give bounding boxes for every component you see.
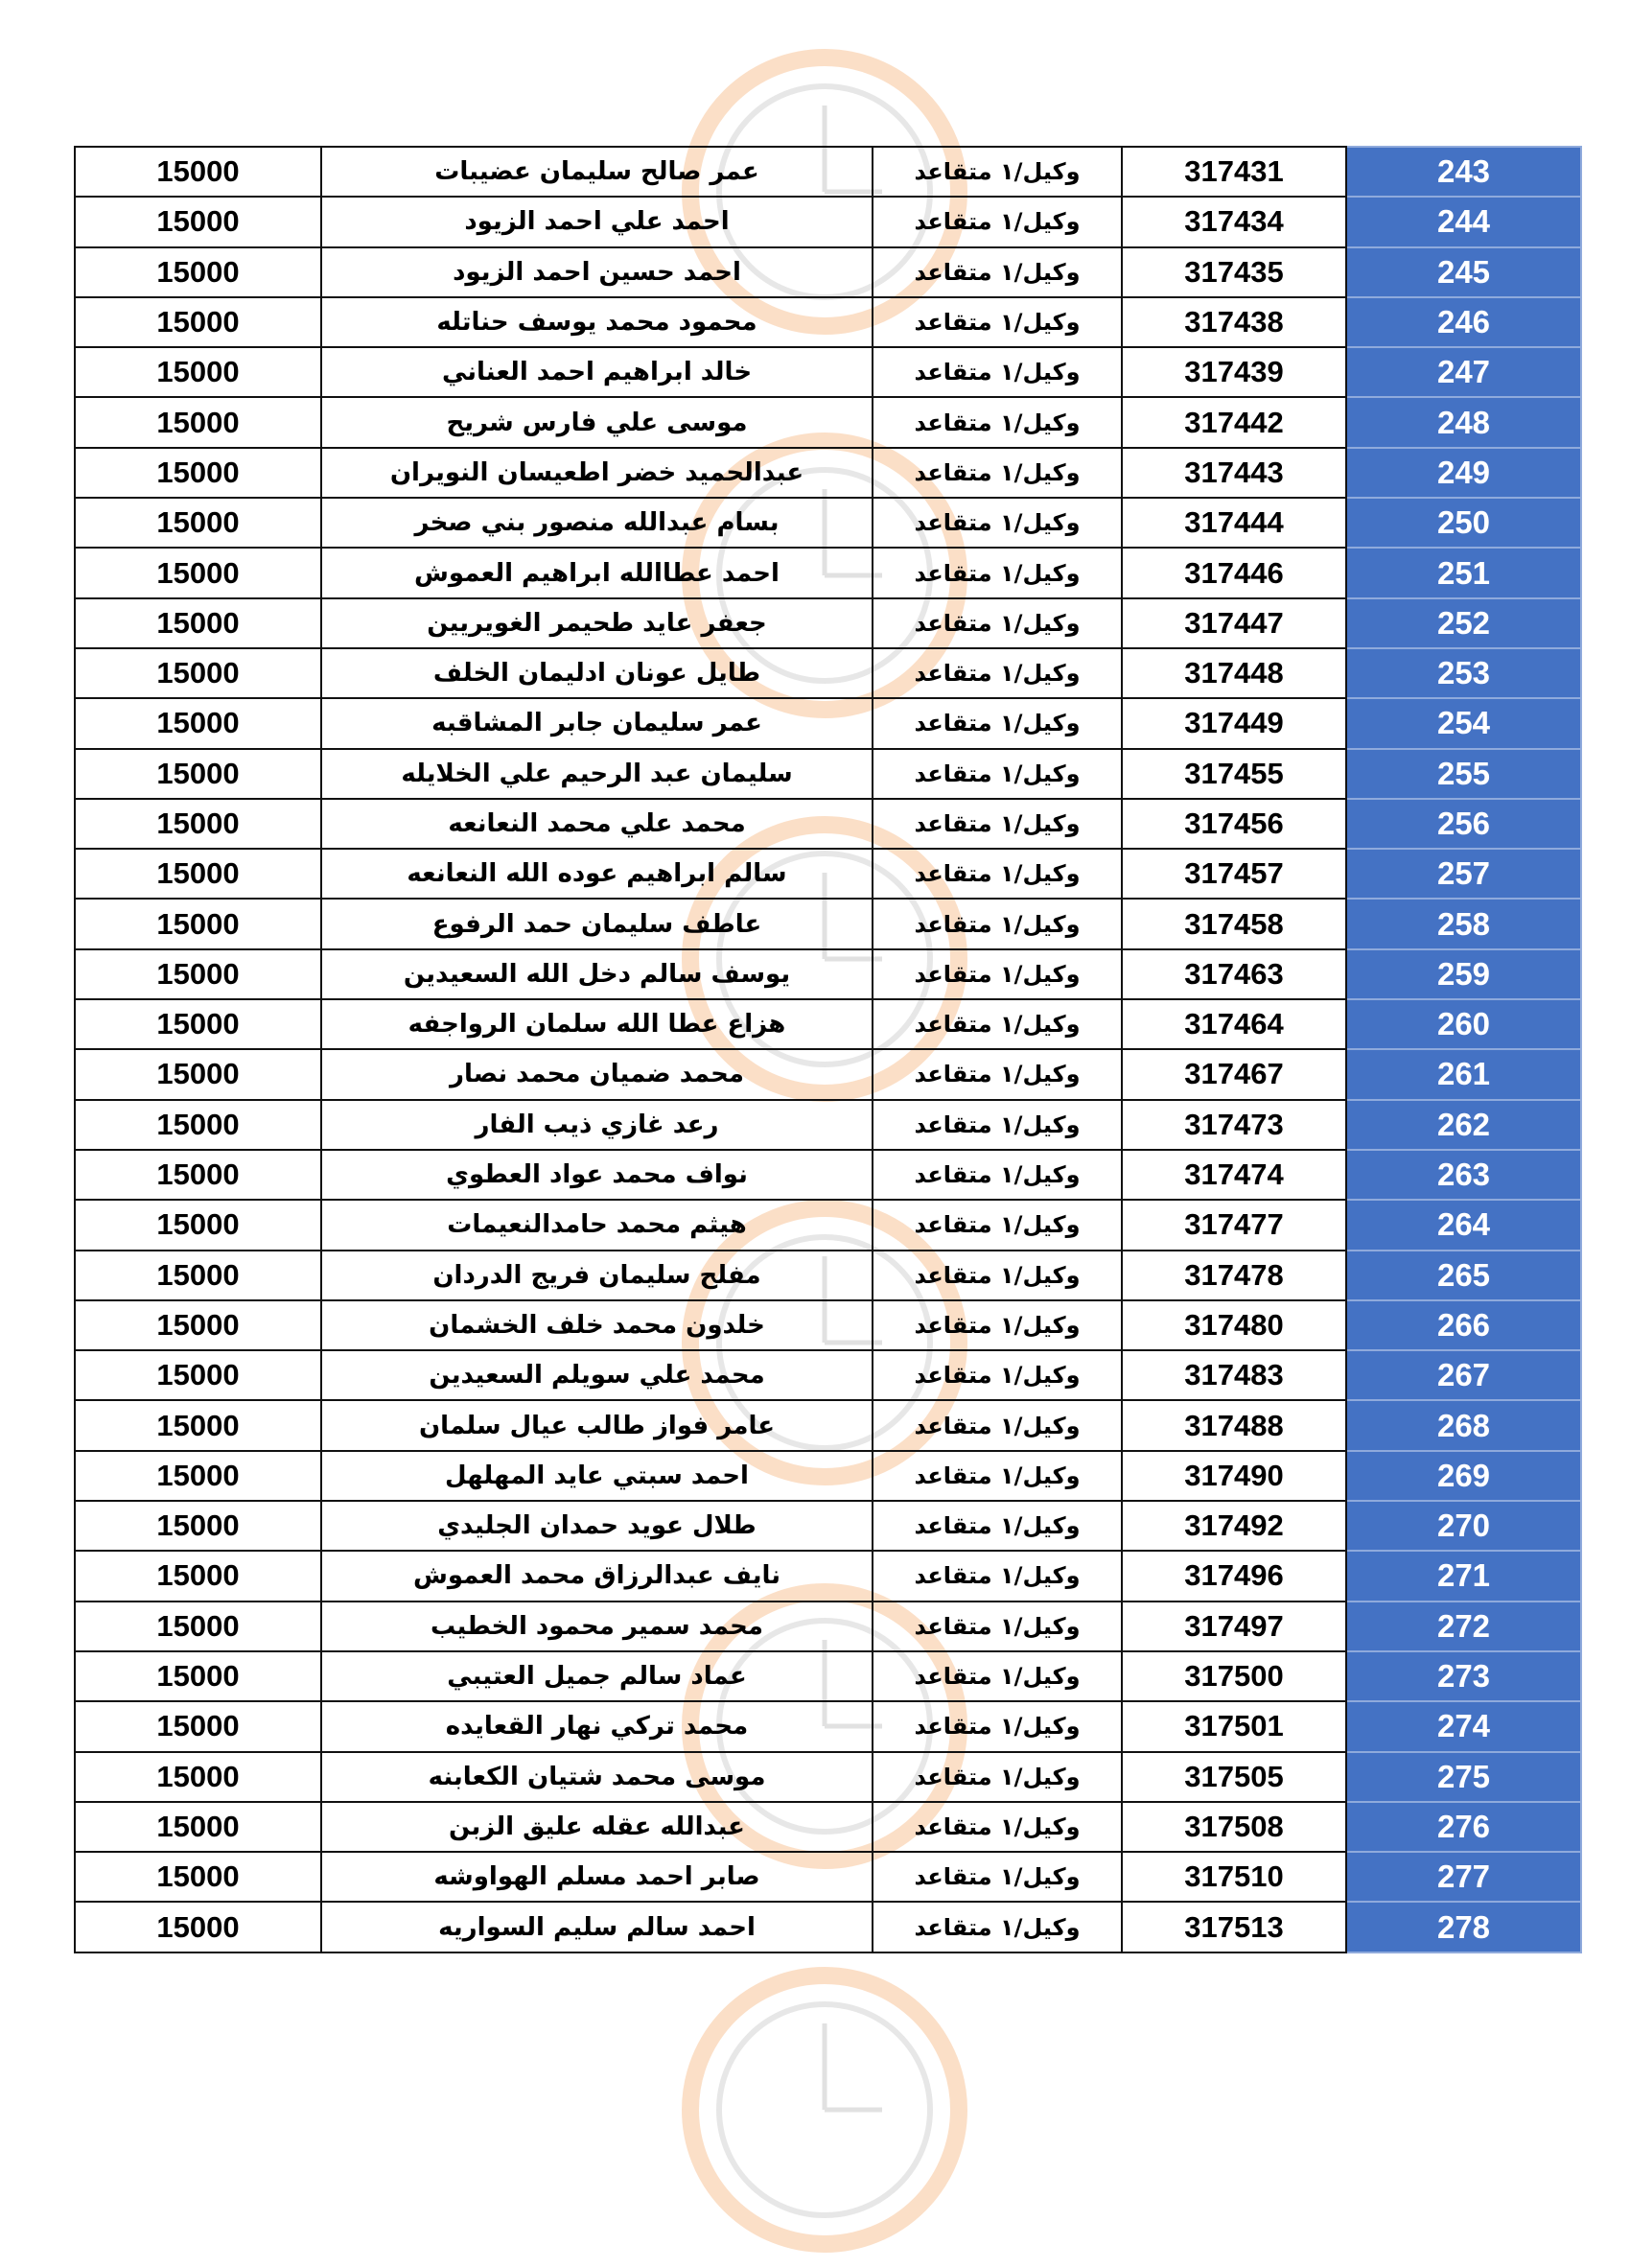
amount-cell: 15000 [75, 247, 321, 297]
id-cell: 317431 [1122, 147, 1346, 197]
table-row [75, 1300, 1581, 1350]
row-number-cell: 269 [1346, 1451, 1581, 1501]
row-number-cell: 273 [1346, 1651, 1581, 1701]
rank-cell: وكيل/١ متقاعد [873, 247, 1122, 297]
table-row [75, 749, 1581, 799]
table-row [75, 1501, 1581, 1551]
name-cell: نايف عبدالرزاق محمد العموش [321, 1551, 873, 1601]
table-row [75, 1049, 1581, 1099]
name-cell: احمد حسين احمد الزيود [321, 247, 873, 297]
amount-cell: 15000 [75, 849, 321, 899]
row-number-cell: 251 [1346, 548, 1581, 597]
rank-cell: وكيل/١ متقاعد [873, 1150, 1122, 1200]
table-row [75, 1551, 1581, 1601]
amount-cell: 15000 [75, 1200, 321, 1250]
amount-cell: 15000 [75, 1551, 321, 1601]
amount-cell: 15000 [75, 648, 321, 698]
table-row [75, 197, 1581, 246]
rank-cell: وكيل/١ متقاعد [873, 548, 1122, 597]
table-row [75, 1602, 1581, 1651]
name-cell: احمد عطاالله ابراهيم العموش [321, 548, 873, 597]
row-number-cell: 247 [1346, 347, 1581, 397]
name-cell: عماد سالم جميل العتيبي [321, 1651, 873, 1701]
id-cell: 317439 [1122, 347, 1346, 397]
rank-cell: وكيل/١ متقاعد [873, 397, 1122, 447]
id-cell: 317458 [1122, 899, 1346, 948]
rank-cell: وكيل/١ متقاعد [873, 197, 1122, 246]
table-row [75, 397, 1581, 447]
rank-cell: وكيل/١ متقاعد [873, 1049, 1122, 1099]
amount-cell: 15000 [75, 698, 321, 748]
id-cell: 317513 [1122, 1902, 1346, 1952]
rank-cell: وكيل/١ متقاعد [873, 1551, 1122, 1601]
rank-cell: وكيل/١ متقاعد [873, 648, 1122, 698]
rank-cell: وكيل/١ متقاعد [873, 1902, 1122, 1952]
rank-cell: وكيل/١ متقاعد [873, 799, 1122, 849]
table-row [75, 247, 1581, 297]
amount-cell: 15000 [75, 1752, 321, 1802]
table-row [75, 498, 1581, 548]
table-row [75, 448, 1581, 498]
row-number-cell: 258 [1346, 899, 1581, 948]
rank-cell: وكيل/١ متقاعد [873, 498, 1122, 548]
table-row [75, 1902, 1581, 1952]
amount-cell: 15000 [75, 1400, 321, 1450]
rank-cell: وكيل/١ متقاعد [873, 899, 1122, 948]
amount-cell: 15000 [75, 1100, 321, 1150]
name-cell: خالد ابراهيم احمد العناني [321, 347, 873, 397]
rank-cell: وكيل/١ متقاعد [873, 297, 1122, 347]
rank-cell: وكيل/١ متقاعد [873, 1752, 1122, 1802]
rank-cell: وكيل/١ متقاعد [873, 1451, 1122, 1501]
id-cell: 317505 [1122, 1752, 1346, 1802]
amount-cell: 15000 [75, 1049, 321, 1099]
id-cell: 317492 [1122, 1501, 1346, 1551]
amount-cell: 15000 [75, 1651, 321, 1701]
name-cell: هيثم محمد حامدالنعيمات [321, 1200, 873, 1250]
id-cell: 317434 [1122, 197, 1346, 246]
row-number-cell: 274 [1346, 1701, 1581, 1751]
name-cell: يوسف سالم دخل الله السعيدين [321, 949, 873, 999]
table-row [75, 1251, 1581, 1300]
rank-cell: وكيل/١ متقاعد [873, 1100, 1122, 1150]
table-row [75, 1451, 1581, 1501]
amount-cell: 15000 [75, 749, 321, 799]
amount-cell: 15000 [75, 598, 321, 648]
id-cell: 317464 [1122, 999, 1346, 1049]
row-number-cell: 249 [1346, 448, 1581, 498]
amount-cell: 15000 [75, 197, 321, 246]
table-row [75, 1200, 1581, 1250]
table-row [75, 899, 1581, 948]
row-number-cell: 276 [1346, 1802, 1581, 1852]
name-cell: سليمان عبد الرحيم علي الخلايله [321, 749, 873, 799]
amount-cell: 15000 [75, 949, 321, 999]
rank-cell: وكيل/١ متقاعد [873, 949, 1122, 999]
amount-cell: 15000 [75, 899, 321, 948]
amount-cell: 15000 [75, 1501, 321, 1551]
name-cell: طلال عويد حمدان الجليدي [321, 1501, 873, 1551]
id-cell: 317490 [1122, 1451, 1346, 1501]
id-cell: 317501 [1122, 1701, 1346, 1751]
rank-cell: وكيل/١ متقاعد [873, 1602, 1122, 1651]
rank-cell: وكيل/١ متقاعد [873, 1350, 1122, 1400]
name-cell: مفلح سليمان فريج الدردان [321, 1251, 873, 1300]
id-cell: 317467 [1122, 1049, 1346, 1099]
amount-cell: 15000 [75, 397, 321, 447]
id-cell: 317510 [1122, 1852, 1346, 1902]
id-cell: 317497 [1122, 1602, 1346, 1651]
row-number-cell: 254 [1346, 698, 1581, 748]
name-cell: محمود محمد يوسف حناتله [321, 297, 873, 347]
id-cell: 317438 [1122, 297, 1346, 347]
clock-watermark-icon [671, 1956, 978, 2263]
row-number-cell: 243 [1346, 147, 1581, 197]
rank-cell: وكيل/١ متقاعد [873, 1300, 1122, 1350]
amount-cell: 15000 [75, 297, 321, 347]
table-row [75, 799, 1581, 849]
rank-cell: وكيل/١ متقاعد [873, 698, 1122, 748]
row-number-cell: 268 [1346, 1400, 1581, 1450]
row-number-cell: 264 [1346, 1200, 1581, 1250]
id-cell: 317477 [1122, 1200, 1346, 1250]
name-cell: عاطف سليمان حمد الرفوع [321, 899, 873, 948]
table-row [75, 999, 1581, 1049]
name-cell: محمد علي محمد النعانعه [321, 799, 873, 849]
name-cell: محمد علي سويلم السعيدين [321, 1350, 873, 1400]
table-row [75, 1752, 1581, 1802]
amount-cell: 15000 [75, 1602, 321, 1651]
id-cell: 317435 [1122, 247, 1346, 297]
id-cell: 317488 [1122, 1400, 1346, 1450]
row-number-cell: 271 [1346, 1551, 1581, 1601]
id-cell: 317483 [1122, 1350, 1346, 1400]
amount-cell: 15000 [75, 1451, 321, 1501]
rank-cell: وكيل/١ متقاعد [873, 749, 1122, 799]
amount-cell: 15000 [75, 1300, 321, 1350]
rank-cell: وكيل/١ متقاعد [873, 1501, 1122, 1551]
rank-cell: وكيل/١ متقاعد [873, 147, 1122, 197]
id-cell: 317456 [1122, 799, 1346, 849]
row-number-cell: 244 [1346, 197, 1581, 246]
rank-cell: وكيل/١ متقاعد [873, 1651, 1122, 1701]
table-row [75, 297, 1581, 347]
id-cell: 317480 [1122, 1300, 1346, 1350]
table-row [75, 1350, 1581, 1400]
name-cell: عبدالحميد خضر اطعيسان النويران [321, 448, 873, 498]
id-cell: 317442 [1122, 397, 1346, 447]
id-cell: 317444 [1122, 498, 1346, 548]
row-number-cell: 270 [1346, 1501, 1581, 1551]
table-row [75, 698, 1581, 748]
table-row [75, 1651, 1581, 1701]
id-cell: 317446 [1122, 548, 1346, 597]
id-cell: 317500 [1122, 1651, 1346, 1701]
id-cell: 317455 [1122, 749, 1346, 799]
payments-table [74, 146, 1582, 1953]
table-row [75, 1100, 1581, 1150]
amount-cell: 15000 [75, 799, 321, 849]
amount-cell: 15000 [75, 147, 321, 197]
table-row [75, 849, 1581, 899]
row-number-cell: 250 [1346, 498, 1581, 548]
rank-cell: وكيل/١ متقاعد [873, 598, 1122, 648]
amount-cell: 15000 [75, 1802, 321, 1852]
row-number-cell: 262 [1346, 1100, 1581, 1150]
name-cell: جعفر عايد طحيمر الغويريين [321, 598, 873, 648]
table-row [75, 598, 1581, 648]
table-row [75, 648, 1581, 698]
amount-cell: 15000 [75, 498, 321, 548]
table-row [75, 147, 1581, 197]
name-cell: عمر سليمان جابر المشاقبه [321, 698, 873, 748]
id-cell: 317447 [1122, 598, 1346, 648]
id-cell: 317508 [1122, 1802, 1346, 1852]
name-cell: عمر صالح سليمان عضيبات [321, 147, 873, 197]
row-number-cell: 277 [1346, 1852, 1581, 1902]
table-row [75, 548, 1581, 597]
rank-cell: وكيل/١ متقاعد [873, 999, 1122, 1049]
id-cell: 317478 [1122, 1251, 1346, 1300]
amount-cell: 15000 [75, 1251, 321, 1300]
name-cell: هزاع عطا الله سلمان الرواجفه [321, 999, 873, 1049]
row-number-cell: 265 [1346, 1251, 1581, 1300]
amount-cell: 15000 [75, 999, 321, 1049]
name-cell: صابر احمد مسلم الهواوشه [321, 1852, 873, 1902]
table-row [75, 1701, 1581, 1751]
id-cell: 317474 [1122, 1150, 1346, 1200]
rank-cell: وكيل/١ متقاعد [873, 1802, 1122, 1852]
row-number-cell: 256 [1346, 799, 1581, 849]
row-number-cell: 253 [1346, 648, 1581, 698]
rank-cell: وكيل/١ متقاعد [873, 1400, 1122, 1450]
name-cell: عبدالله عقله عليق الزبن [321, 1802, 873, 1852]
row-number-cell: 278 [1346, 1902, 1581, 1952]
id-cell: 317473 [1122, 1100, 1346, 1150]
row-number-cell: 252 [1346, 598, 1581, 648]
amount-cell: 15000 [75, 1701, 321, 1751]
id-cell: 317448 [1122, 648, 1346, 698]
name-cell: محمد تركي نهار القعايده [321, 1701, 873, 1751]
row-number-cell: 257 [1346, 849, 1581, 899]
name-cell: عامر فواز طالب عيال سلمان [321, 1400, 873, 1450]
amount-cell: 15000 [75, 1150, 321, 1200]
rank-cell: وكيل/١ متقاعد [873, 1251, 1122, 1300]
name-cell: رعد غازي ذيب الفار [321, 1100, 873, 1150]
row-number-cell: 261 [1346, 1049, 1581, 1099]
amount-cell: 15000 [75, 1350, 321, 1400]
row-number-cell: 272 [1346, 1602, 1581, 1651]
amount-cell: 15000 [75, 448, 321, 498]
table-row [75, 949, 1581, 999]
name-cell: خلدون محمد خلف الخشمان [321, 1300, 873, 1350]
row-number-cell: 248 [1346, 397, 1581, 447]
name-cell: موسى محمد شتيان الكعابنه [321, 1752, 873, 1802]
rank-cell: وكيل/١ متقاعد [873, 1200, 1122, 1250]
row-number-cell: 260 [1346, 999, 1581, 1049]
id-cell: 317463 [1122, 949, 1346, 999]
table-row [75, 1852, 1581, 1902]
row-number-cell: 255 [1346, 749, 1581, 799]
id-cell: 317496 [1122, 1551, 1346, 1601]
name-cell: سالم ابراهيم عوده الله النعانعه [321, 849, 873, 899]
id-cell: 317457 [1122, 849, 1346, 899]
row-number-cell: 263 [1346, 1150, 1581, 1200]
table-row [75, 347, 1581, 397]
rank-cell: وكيل/١ متقاعد [873, 1701, 1122, 1751]
table-row [75, 1802, 1581, 1852]
amount-cell: 15000 [75, 1852, 321, 1902]
name-cell: احمد سبتي عايد المهلهل [321, 1451, 873, 1501]
row-number-cell: 275 [1346, 1752, 1581, 1802]
name-cell: موسى علي فارس شريح [321, 397, 873, 447]
name-cell: طايل عونان ادليمان الخلف [321, 648, 873, 698]
amount-cell: 15000 [75, 548, 321, 597]
name-cell: بسام عبدالله منصور بني صخر [321, 498, 873, 548]
id-cell: 317443 [1122, 448, 1346, 498]
amount-cell: 15000 [75, 1902, 321, 1952]
table-body [75, 147, 1581, 1952]
rank-cell: وكيل/١ متقاعد [873, 347, 1122, 397]
row-number-cell: 259 [1346, 949, 1581, 999]
row-number-cell: 267 [1346, 1350, 1581, 1400]
name-cell: محمد سمير محمود الخطيب [321, 1602, 873, 1651]
rank-cell: وكيل/١ متقاعد [873, 1852, 1122, 1902]
table-row [75, 1400, 1581, 1450]
name-cell: نواف محمد عواد العطوي [321, 1150, 873, 1200]
rank-cell: وكيل/١ متقاعد [873, 448, 1122, 498]
name-cell: احمد علي احمد الزيود [321, 197, 873, 246]
row-number-cell: 245 [1346, 247, 1581, 297]
name-cell: احمد سالم سليم السواريه [321, 1902, 873, 1952]
amount-cell: 15000 [75, 347, 321, 397]
rank-cell: وكيل/١ متقاعد [873, 849, 1122, 899]
id-cell: 317449 [1122, 698, 1346, 748]
row-number-cell: 266 [1346, 1300, 1581, 1350]
table-row [75, 1150, 1581, 1200]
name-cell: محمد ضميان محمد نصار [321, 1049, 873, 1099]
row-number-cell: 246 [1346, 297, 1581, 347]
